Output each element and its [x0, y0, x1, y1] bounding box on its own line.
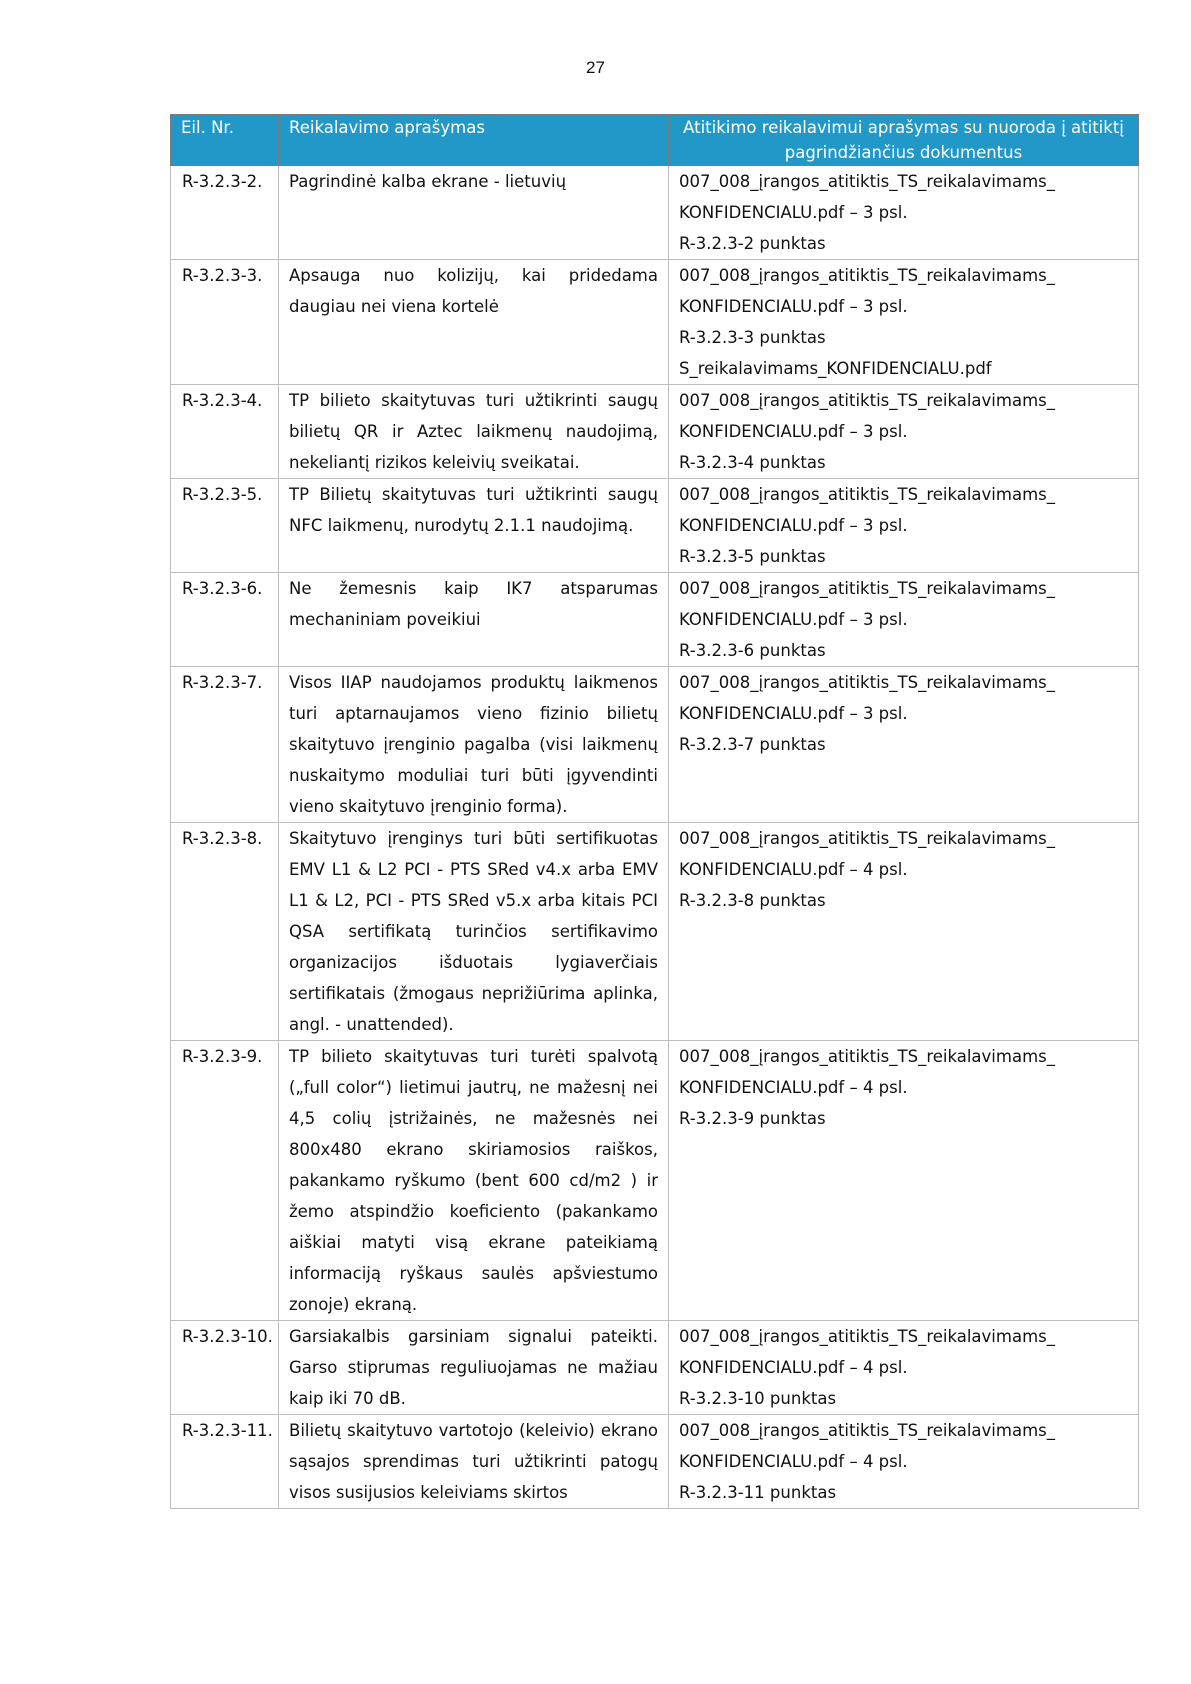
requirement-id: R-3.2.3-5.	[171, 479, 279, 573]
table-row	[171, 166, 1139, 260]
compliance-reference	[669, 573, 1139, 667]
reference-line: 007_008_įrangos_atitiktis_TS_reikalavimams_	[679, 172, 1055, 191]
reference-line: R-3.2.3-4 punktas	[679, 453, 826, 472]
reference-line: 007_008_įrangos_atitiktis_TS_reikalavimams_	[679, 579, 1055, 598]
table-row	[171, 1321, 1139, 1415]
requirement-description: Skaitytuvo įrenginys turi būti sertifikuotas EMV L1 & L2 PCI - PTS SRed v4.x arba EMV L1 & L2, PCI - PTS SRed v5.x arba kitais PCI QSA sertifikatą turinčios sertifikavimo organizacijos išduotais lygiaverčiais sertifikatais (žmogaus neprižiūrima aplinka, angl. - unattended).	[279, 823, 669, 1041]
reference-line: 007_008_įrangos_atitiktis_TS_reikalavimams_	[679, 829, 1055, 848]
reference-line: KONFIDENCIALU.pdf – 4 psl.	[679, 860, 908, 879]
reference-line: R-3.2.3-9 punktas	[679, 1109, 826, 1128]
reference-line: R-3.2.3-8 punktas	[679, 891, 826, 910]
requirement-description: TP Bilietų skaitytuvas turi užtikrinti saugų NFC laikmenų, nurodytų 2.1.1 naudojimą.	[279, 479, 669, 573]
table-row	[171, 479, 1139, 573]
requirement-id: R-3.2.3-2.	[171, 166, 279, 260]
compliance-reference	[669, 166, 1139, 260]
requirement-description: Ne žemesnis kaip IK7 atsparumas mechaniniam poveikiui	[279, 573, 669, 667]
requirement-id: R-3.2.3-4.	[171, 385, 279, 479]
reference-line: 007_008_įrangos_atitiktis_TS_reikalavimams_	[679, 1047, 1055, 1066]
reference-line: R-3.2.3-5 punktas	[679, 547, 826, 566]
reference-line: KONFIDENCIALU.pdf – 3 psl.	[679, 203, 908, 222]
reference-line: 007_008_įrangos_atitiktis_TS_reikalavimams_	[679, 1421, 1055, 1440]
reference-line: 007_008_įrangos_atitiktis_TS_reikalavimams_	[679, 673, 1055, 692]
requirement-description: Visos IIAP naudojamos produktų laikmenos turi aptarnaujamos vieno fizinio bilietų skaitytuvo įrenginio pagalba (visi laikmenų nuskaitymo moduliai turi būti įgyvendinti vieno skaitytuvo įrenginio forma).	[279, 667, 669, 823]
compliance-reference	[669, 479, 1139, 573]
requirement-description: TP bilieto skaitytuvas turi užtikrinti saugų bilietų QR ir Aztec laikmenų naudojimą, nekeliantį rizikos keleivių sveikatai.	[279, 385, 669, 479]
table-row	[171, 1041, 1139, 1321]
requirement-description: Bilietų skaitytuvo vartotojo (keleivio) ekrano sąsajos sprendimas turi užtikrinti patogų visos susijusios keleiviams skirtos	[279, 1415, 669, 1509]
requirement-description: TP bilieto skaitytuvas turi turėti spalvotą („full color“) lietimui jautrų, ne mažesnį nei 4,5 colių įstrižainės, ne mažesnės nei 800x480 ekrano skiriamosios raiškos, pakankamo ryškumo (bent 600 cd/m2 ) ir žemo atspindžio koeficiento (pakankamo aiškiai matyti visą ekrane pateikiamą informaciją ryškaus saulės apšviestumo zonoje) ekraną.	[279, 1041, 669, 1321]
reference-line: KONFIDENCIALU.pdf – 4 psl.	[679, 1358, 908, 1377]
requirement-description: Garsiakalbis garsiniam signalui pateikti. Garso stiprumas reguliuojamas ne mažiau kaip iki 70 dB.	[279, 1321, 669, 1415]
reference-line: S_reikalavimams_KONFIDENCIALU.pdf	[679, 359, 992, 378]
requirement-description: Apsauga nuo kolizijų, kai pridedama daugiau nei viena kortelė	[279, 260, 669, 385]
compliance-reference	[669, 1041, 1139, 1321]
reference-line: R-3.2.3-2 punktas	[679, 234, 826, 253]
compliance-reference	[669, 260, 1139, 385]
requirement-id: R-3.2.3-8.	[171, 823, 279, 1041]
reference-line: R-3.2.3-11 punktas	[679, 1483, 837, 1502]
compliance-reference	[669, 1415, 1139, 1509]
reference-line: R-3.2.3-3 punktas	[679, 328, 826, 347]
reference-line: R-3.2.3-7 punktas	[679, 735, 826, 754]
reference-line: KONFIDENCIALU.pdf – 4 psl.	[679, 1452, 908, 1471]
requirement-id: R-3.2.3-7.	[171, 667, 279, 823]
table-row	[171, 667, 1139, 823]
requirement-id: R-3.2.3-9.	[171, 1041, 279, 1321]
table-row	[171, 1415, 1139, 1509]
table-row	[171, 823, 1139, 1041]
compliance-reference	[669, 667, 1139, 823]
reference-line: 007_008_įrangos_atitiktis_TS_reikalavimams_	[679, 1327, 1055, 1346]
requirement-id: R-3.2.3-11.	[171, 1415, 279, 1509]
reference-line: KONFIDENCIALU.pdf – 3 psl.	[679, 297, 908, 316]
requirement-id: R-3.2.3-3.	[171, 260, 279, 385]
header-requirement-description: Reikalavimo aprašymas	[279, 115, 669, 166]
table-row	[171, 260, 1139, 385]
requirement-id: R-3.2.3-10.	[171, 1321, 279, 1415]
compliance-reference	[669, 1321, 1139, 1415]
requirement-id: R-3.2.3-6.	[171, 573, 279, 667]
table-row	[171, 385, 1139, 479]
reference-line: KONFIDENCIALU.pdf – 3 psl.	[679, 516, 908, 535]
compliance-reference	[669, 385, 1139, 479]
table-header-row	[171, 115, 1139, 166]
header-row-number: Eil. Nr.	[171, 115, 279, 166]
header-compliance-description: Atitikimo reikalavimui aprašymas su nuoroda į atitiktį pagrindžiančius dokumentus	[669, 115, 1139, 166]
reference-line: 007_008_įrangos_atitiktis_TS_reikalavimams_	[679, 485, 1055, 504]
table-row	[171, 573, 1139, 667]
reference-line: 007_008_įrangos_atitiktis_TS_reikalavimams_	[679, 391, 1055, 410]
reference-line: 007_008_įrangos_atitiktis_TS_reikalavimams_	[679, 266, 1055, 285]
reference-line: R-3.2.3-10 punktas	[679, 1389, 837, 1408]
reference-line: KONFIDENCIALU.pdf – 3 psl.	[679, 610, 908, 629]
requirements-table	[170, 114, 1139, 1509]
requirement-description: Pagrindinė kalba ekrane - lietuvių	[279, 166, 669, 260]
reference-line: KONFIDENCIALU.pdf – 3 psl.	[679, 422, 908, 441]
page-number: 27	[586, 58, 605, 77]
reference-line: KONFIDENCIALU.pdf – 4 psl.	[679, 1078, 908, 1097]
compliance-reference	[669, 823, 1139, 1041]
reference-line: R-3.2.3-6 punktas	[679, 641, 826, 660]
reference-line: KONFIDENCIALU.pdf – 3 psl.	[679, 704, 908, 723]
